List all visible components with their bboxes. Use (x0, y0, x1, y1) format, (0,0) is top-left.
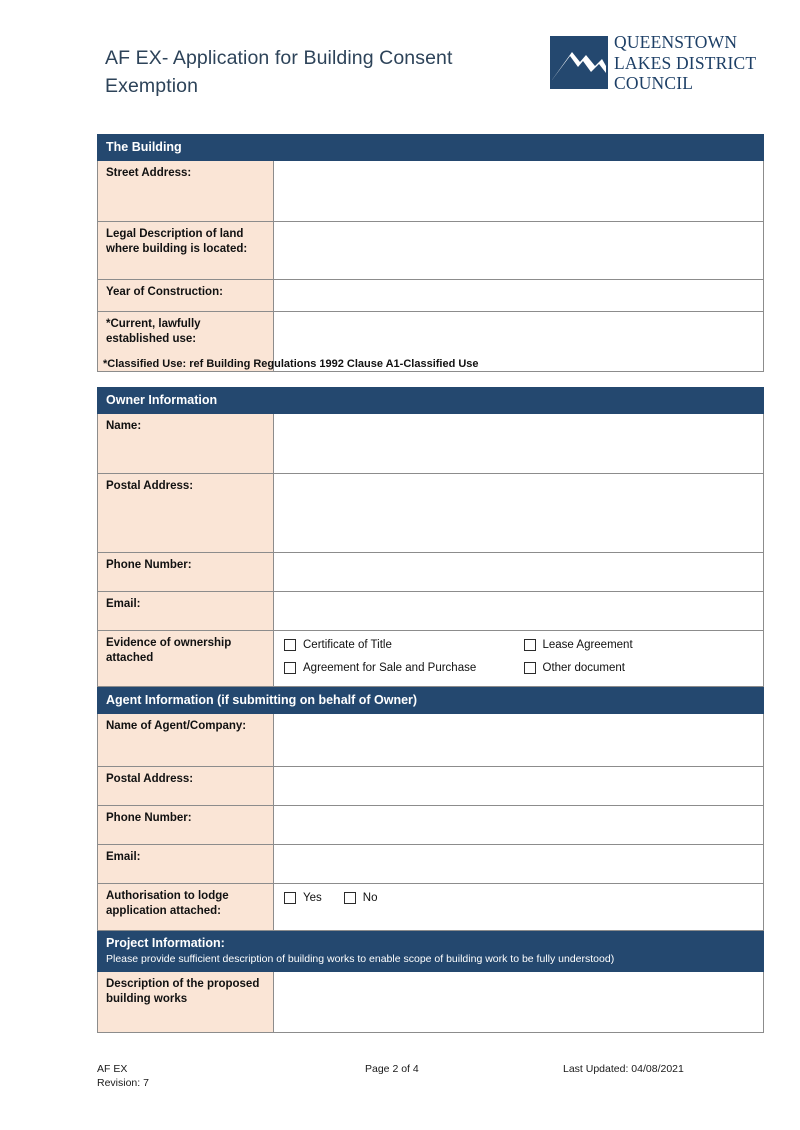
field-label-authorisation: Authorisation to lodge application attached: (98, 884, 274, 931)
field-label-owner-name: Name: (98, 414, 274, 474)
checkbox-label: No (362, 892, 378, 904)
field-value-owner-phone[interactable] (274, 553, 764, 592)
table-row (98, 414, 764, 474)
field-label-agent-name: Name of Agent/Company: (98, 714, 274, 767)
table-row (98, 884, 764, 931)
footer-left (97, 1063, 149, 1090)
table-row (98, 631, 764, 687)
logo-line-3: COUNCIL (614, 73, 694, 93)
checkbox-lease-agreement[interactable] (524, 634, 764, 657)
section-header-project (98, 931, 764, 972)
checkbox-icon[interactable] (284, 892, 296, 904)
field-value-legal-description[interactable] (274, 222, 764, 280)
field-label-street-address: Street Address: (98, 161, 274, 222)
table-row (98, 474, 764, 553)
field-label-current-use: *Current, lawfully established use: (98, 312, 274, 372)
field-label-owner-phone: Phone Number: (98, 553, 274, 592)
field-value-year-of-construction[interactable] (274, 280, 764, 312)
field-value-agent-phone[interactable] (274, 806, 764, 845)
field-label-agent-email: Email: (98, 845, 274, 884)
checkbox-label: Lease Agreement (542, 639, 633, 651)
table-row (98, 280, 764, 312)
checkbox-label: Yes (303, 892, 322, 904)
page-title: AF EX- Application for Building Consent Exemption (105, 47, 453, 97)
table-row (98, 845, 764, 884)
field-label-owner-email: Email: (98, 592, 274, 631)
field-label-owner-postal-address: Postal Address: (98, 474, 274, 553)
document-header (97, 28, 765, 110)
table-row (98, 806, 764, 845)
field-value-owner-postal-address[interactable] (274, 474, 764, 553)
classified-use-footnote: *Classified Use: ref Building Regulations 1992 Clause A1-Classified Use (103, 358, 479, 370)
checkbox-label: Agreement for Sale and Purchase (303, 662, 477, 674)
checkbox-label: Other document (542, 662, 625, 674)
checkbox-authorisation-yes[interactable] (284, 887, 322, 910)
field-label-evidence-of-ownership: Evidence of ownership attached (98, 631, 274, 687)
logo-line-1: QUEENSTOWN (614, 32, 738, 52)
footer-revision: Revision: 7 (97, 1076, 149, 1089)
field-value-owner-email[interactable] (274, 592, 764, 631)
footer-form-code: AF EX (97, 1063, 128, 1075)
section-heading-label: The Building (106, 140, 182, 154)
checkbox-label: Certificate of Title (303, 639, 392, 651)
field-label-agent-phone: Phone Number: (98, 806, 274, 845)
checkbox-icon[interactable] (344, 892, 356, 904)
section-heading-label: Project Information: (106, 936, 225, 950)
table-row (98, 714, 764, 767)
evidence-checkbox-cell (274, 631, 764, 687)
field-value-agent-email[interactable] (274, 845, 764, 884)
table-row (98, 972, 764, 1033)
section-subheading-label: Please provide sufficient description of building works to enable scope of building work to be fully understood) (106, 953, 615, 965)
field-label-project-description: Description of the proposed building works (98, 972, 274, 1033)
field-label-year-of-construction: Year of Construction: (98, 280, 274, 312)
field-value-street-address[interactable] (274, 161, 764, 222)
checkbox-certificate-of-title[interactable] (284, 634, 524, 657)
checkbox-authorisation-no[interactable] (344, 887, 378, 910)
section-header-building (98, 135, 764, 161)
table-row (98, 222, 764, 280)
checkbox-icon[interactable] (524, 662, 536, 674)
checkbox-icon[interactable] (284, 662, 296, 674)
logo-line-2: LAKES DISTRICT (614, 52, 757, 73)
section-heading-label: Owner Information (106, 393, 218, 407)
footer-page-number: Page 2 of 4 (365, 1063, 419, 1075)
checkbox-icon[interactable] (284, 639, 296, 651)
field-label-legal-description: Legal Description of land where building is located: (98, 222, 274, 280)
table-row (98, 161, 764, 222)
field-value-agent-postal-address[interactable] (274, 767, 764, 806)
section-header-agent (98, 688, 764, 714)
checkbox-other-document[interactable] (524, 657, 764, 680)
field-label-agent-postal-address: Postal Address: (98, 767, 274, 806)
building-section-table (97, 134, 764, 372)
checkbox-agreement-for-sale-and-purchase[interactable] (284, 657, 524, 680)
section-header-owner (98, 388, 764, 414)
authorisation-checkbox-cell (274, 884, 764, 931)
owner-section-table (97, 387, 764, 687)
table-row (98, 553, 764, 592)
table-row (98, 767, 764, 806)
section-heading-label: Agent Information (if submitting on behalf of Owner) (106, 693, 418, 707)
field-value-owner-name[interactable] (274, 414, 764, 474)
evidence-checkbox-group (274, 631, 763, 682)
authorisation-checkbox-group (274, 884, 763, 912)
council-logo (550, 32, 765, 94)
checkbox-icon[interactable] (524, 639, 536, 651)
mountain-icon (550, 36, 608, 89)
table-row (98, 592, 764, 631)
field-value-project-description[interactable] (274, 972, 764, 1033)
field-value-agent-name[interactable] (274, 714, 764, 767)
footer-last-updated: Last Updated: 04/08/2021 (563, 1063, 684, 1075)
agent-section-table (97, 687, 764, 1033)
council-logo-text (614, 32, 756, 94)
